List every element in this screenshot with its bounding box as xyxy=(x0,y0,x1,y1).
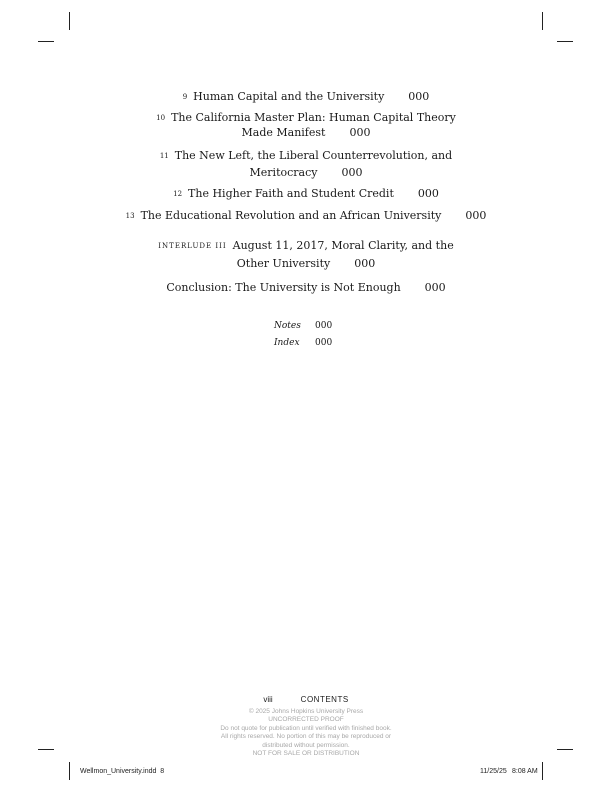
page-number: 000 xyxy=(341,166,363,179)
chapter-title-line-2: Meritocracy xyxy=(249,166,318,179)
page-number: 000 xyxy=(315,321,333,331)
running-head: CONTENTS xyxy=(300,695,349,704)
page-number: 000 xyxy=(465,209,487,222)
page-number: 000 xyxy=(417,187,439,200)
chapter-number: 10 xyxy=(156,114,166,122)
slug-time: 8:08 AM xyxy=(512,768,538,775)
toc-entry-interlude-3 xyxy=(0,239,612,253)
crop-mark-top-left-horizontal xyxy=(38,41,54,42)
toc-entry-chapter-10 xyxy=(0,111,612,125)
page-number: 000 xyxy=(354,257,376,270)
toc-entry-conclusion xyxy=(0,281,612,295)
notes-title: Notes xyxy=(274,321,301,331)
page-number: 000 xyxy=(315,338,333,348)
conclusion-title: Conclusion: The University is Not Enough xyxy=(166,281,401,294)
chapter-number: 13 xyxy=(125,212,135,220)
toc-entry-chapter-12 xyxy=(0,187,612,201)
chapter-number: 9 xyxy=(182,93,188,101)
toc-entry-chapter-11-continued xyxy=(0,166,612,180)
folio-page-number: viii xyxy=(263,695,273,704)
interlude-title-line-2: Other University xyxy=(236,257,331,270)
toc-entry-chapter-10-continued xyxy=(0,126,612,140)
slug-date: 11/25/25 xyxy=(480,768,507,775)
proof-notice xyxy=(0,708,612,758)
crop-mark-top-right-vertical xyxy=(542,12,543,30)
slug-filename: Wellmon_University.indd 8 xyxy=(80,768,165,775)
chapter-title-line-2: Made Manifest xyxy=(241,126,326,139)
toc-entry-chapter-13 xyxy=(0,209,612,223)
chapter-title: The Higher Faith and Student Credit xyxy=(188,187,394,200)
toc-entry-chapter-11 xyxy=(0,149,612,163)
folio xyxy=(0,695,612,705)
toc-entry-chapter-9 xyxy=(0,90,612,104)
chapter-number: 12 xyxy=(173,190,183,198)
chapter-title: The Educational Revolution and an African University xyxy=(140,209,442,222)
chapter-number: 11 xyxy=(159,152,169,160)
distribution-line: distributed without permission. xyxy=(262,741,350,749)
page-number: 000 xyxy=(349,126,371,139)
chapter-title-line-1: The California Master Plan: Human Capital Theory xyxy=(171,111,456,124)
interlude-title-line-1: August 11, 2017, Moral Clarity, and the xyxy=(232,239,454,252)
chapter-title-line-1: The New Left, the Liberal Counterrevolution, and xyxy=(174,149,453,162)
not-for-sale-line: NOT FOR SALE OR DISTRIBUTION xyxy=(252,750,360,758)
index-title: Index xyxy=(274,338,300,348)
uncorrected-proof-line: UNCORRECTED PROOF xyxy=(268,716,344,724)
page-number: 000 xyxy=(408,90,430,103)
rights-line: All rights reserved. No portion of this may be reproduced or xyxy=(220,733,392,741)
quote-warning-line: Do not quote for publication until verified with finished book. xyxy=(220,724,392,732)
crop-mark-top-left-vertical xyxy=(69,12,70,30)
slug-separator-left xyxy=(69,764,70,778)
slug-separator-right xyxy=(542,764,543,778)
copyright-line: © 2025 Johns Hopkins University Press xyxy=(248,708,364,715)
chapter-title: Human Capital and the University xyxy=(193,90,385,103)
interlude-label: INTERLUDE III xyxy=(158,242,227,250)
toc-entry-interlude-3-continued xyxy=(0,257,612,271)
page-number: 000 xyxy=(424,281,446,294)
crop-mark-top-right-horizontal xyxy=(557,41,573,42)
